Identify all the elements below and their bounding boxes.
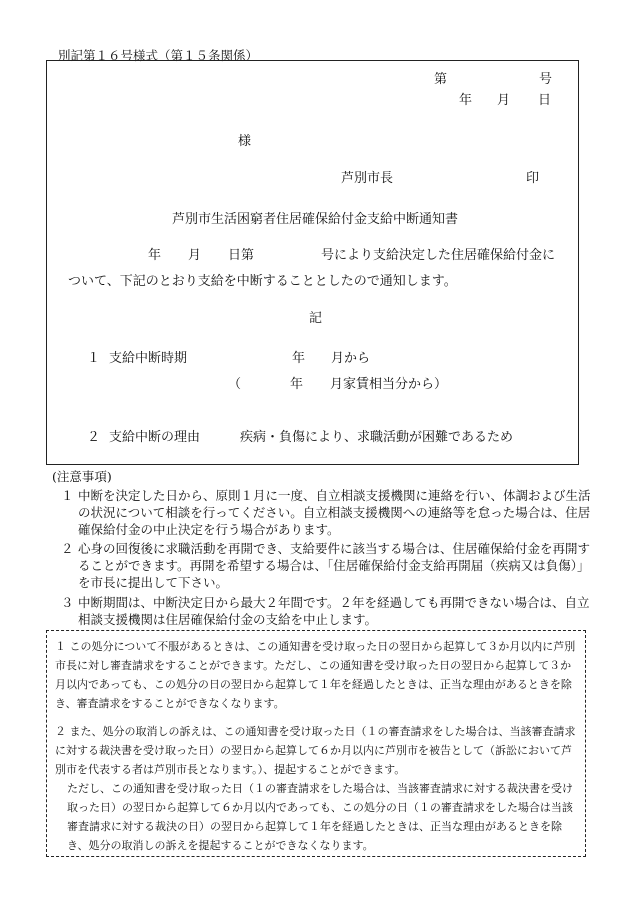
item1-year: 年 bbox=[292, 351, 306, 366]
date-year: 年 bbox=[459, 93, 473, 108]
addressee-suffix: 様 bbox=[238, 134, 252, 149]
form-label: 別記第１６号様式（第１５条関係） bbox=[58, 48, 259, 63]
item1-paren-year: 年 bbox=[290, 377, 304, 392]
item2-label: 支給中断の理由 bbox=[109, 430, 201, 445]
appeal-notice-box bbox=[46, 630, 586, 857]
appeal-paragraph-3: ただし、この通知書を受け取った日（１の審査請求をした場合は、当該審査請求に対する裁決書を受け取った日）の翌日から起算して６か月以内であっても、この処分の日（１の審査請求をした場合は当該審査請求に対する裁決の日）の翌日から起算して１年を経過したときは、正当な理由があるときを除き、処分の取消しの訴えを提起することができなくなります。 bbox=[67, 782, 573, 852]
appeal-paragraph-1: １ この処分について不服があるときは、この通知書を受け取った日の翌日から起算して３か月以内に芦別市長に対し審査請求をすることができます。ただし、この通知書を受け取った日の翌日から起算して３か月以内であっても、この処分の日の翌日から起算して１年を経過したときは、正当な理由があるときを除き、審査請求をすることができなくなります。 bbox=[55, 640, 576, 710]
note-3 bbox=[50, 594, 595, 630]
number-prefix: 第 bbox=[434, 72, 448, 87]
item1-paren-rest: 月家賃相当分から） bbox=[330, 377, 448, 392]
note-1 bbox=[50, 487, 595, 539]
document-title: 芦別市生活困窮者住居確保給付金支給中断通知書 bbox=[172, 212, 459, 227]
item1-label: 支給中断時期 bbox=[109, 351, 188, 366]
item1-month-from: 月から bbox=[331, 351, 371, 366]
note-2-text: 心身の回復後に求職活動を再開でき、支給要件に該当する場合は、住居確保給付金を再開することができます。再開を希望する場合は、「住居確保給付金支給再開届（疾病又は負傷）」を市長に提出して下さい。 bbox=[78, 541, 591, 590]
note-1-text: 中断を決定した日から、原則１月に一度、自立相談支援機関に連絡を行い、体調および生活の状況について相談を行ってください。自立相談支援機関への連絡等を怠った場合は、住居確保給付金の中止決定を行う場合があります。 bbox=[78, 488, 591, 537]
body-day: 日第 bbox=[228, 248, 255, 263]
note-3-text: 中断期間は、中断決定日から最大２年間です。２年を経過しても再開できない場合は、自立相談支援機関は住居確保給付金の支給を中止します。 bbox=[78, 595, 590, 627]
note-2 bbox=[50, 540, 595, 592]
body-month: 月 bbox=[188, 248, 202, 263]
seal-mark: 印 bbox=[526, 171, 540, 186]
ki-label: 記 bbox=[309, 311, 323, 326]
date-month: 月 bbox=[497, 93, 511, 108]
note-1-number: １ bbox=[61, 488, 74, 503]
appeal-paragraph-2: ２ また、処分の取消しの訴えは、この通知書を受け取った日（１の審査請求をした場合は、当該審査請求に対する裁決書を受け取った日）の翌日から起算して６か月以内に芦別市を被告として（訴訟において芦別市を代表する者は芦別市長となります。）、提起することができます。 bbox=[55, 725, 576, 776]
body-year: 年 bbox=[148, 248, 162, 263]
item2-number: ２ bbox=[87, 430, 101, 445]
number-suffix: 号 bbox=[539, 72, 553, 87]
date-day: 日 bbox=[538, 93, 552, 108]
body-line1-rest: 号により支給決定した住居確保給付金に bbox=[321, 248, 556, 263]
item1-number: １ bbox=[87, 351, 101, 366]
item1-paren-open: （ bbox=[228, 377, 242, 392]
note-2-number: ２ bbox=[61, 541, 74, 556]
sender-name: 芦別市長 bbox=[341, 171, 394, 186]
item2-value: 疾病・負傷により、求職活動が困難であるため bbox=[240, 430, 514, 445]
note-3-number: ３ bbox=[61, 595, 74, 610]
notes-heading: (注意事項) bbox=[52, 469, 112, 484]
body-line2: ついて、下記のとおり支給を中断することとしたので通知します。 bbox=[68, 274, 457, 289]
